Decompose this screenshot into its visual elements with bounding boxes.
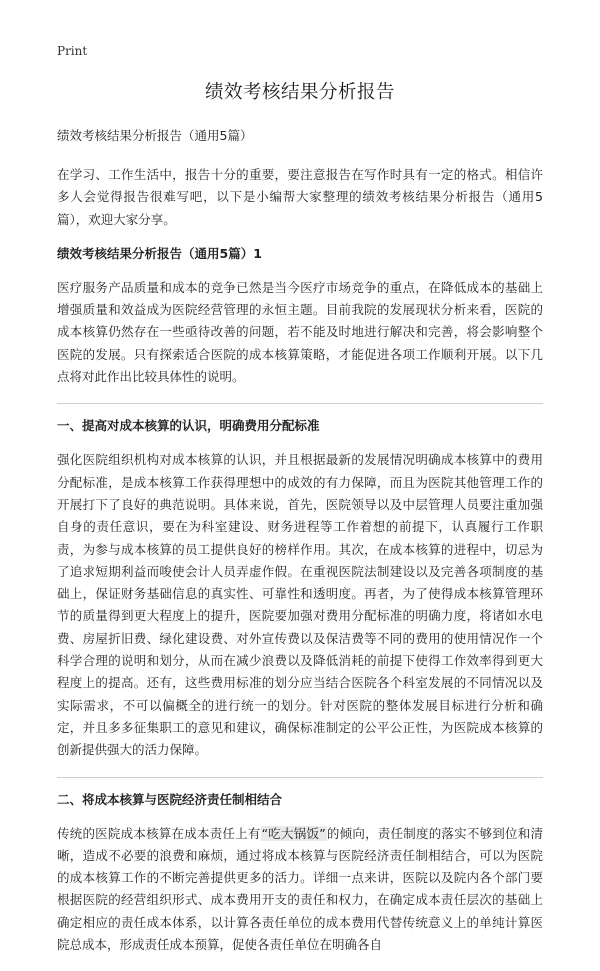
paragraph-3-text-a: 传统的医院成本核算在成本责任上有	[57, 825, 261, 841]
document	[57, 78, 543, 971]
section-2-heading: 二、将成本核算与医院经济责任制相结合	[57, 791, 283, 807]
article-heading: 绩效考核结果分析报告（通用5篇）1	[57, 245, 262, 261]
highlighted-phrase: “吃大锅饭”	[261, 825, 326, 841]
document-subtitle: 绩效考核结果分析报告（通用5篇）	[57, 128, 253, 143]
paragraph-3	[57, 823, 543, 957]
paragraph-3-text-b: 的倾向，责任制度的落实不够到位和清晰，造成不必要的浪费和麻烦，通过将成本核算与医院经济责任制相结合，可以为医院的成本核算工作的不断完善提供更多的活力。详细一点来讲，医院以及院内各个部门要根据医院的经营组织形式、成本费用开支的责任和权力，在确定成本责任层次的基础上确定相应的责任成本体系，以计算各责任单位的成本费用代替传统意义上的单纯计算医院总成本，形成责任成本预算，促使各责任单位在明确各自	[57, 825, 543, 953]
document-title: 绩效考核结果分析报告	[204, 82, 395, 103]
print-link[interactable]: Print	[57, 44, 88, 58]
section-divider	[57, 777, 543, 778]
section-divider	[57, 403, 543, 404]
paragraph-1: 医疗服务产品质量和成本的竞争已然是当今医疗市场竞争的重点，在降低成本的基础上增强质量和效益成为医院经营管理的永恒主题。目前我院的发展现状分析来看，医院的成本核算仍然存在一些亟待改善的问题，若不能及时地进行解决和完善，将会影响整个医院的发展。只有探索适合医院的成本核算策略，才能促进各项工作顺利开展。以下几点将对此作出比较具体性的说明。	[57, 279, 543, 385]
paragraph-2: 强化医院组织机构对成本核算的认识，并且根据最新的发展情况明确成本核算中的费用分配标准，是成本核算工作获得理想中的成效的有力保障，而且为医院其他管理工作的开展打下了良好的典范说明。具体来说，首先，医院领导以及中层管理人员要注重加强自身的责任意识，要在为科室建设、财务进程等工作着想的前提下，认真履行工作职责，为参与成本核算的员工提供良好的榜样作用。其次，在成本核算的进程中，切忌为了追求短期利益而唆使会计人员弄虚作假。在重视医院法制建设以及完善各项制度的基础上，保证财务基础信息的真实性、可靠性和透明度。再者，为了使得成本核算管理环节的质量得到更大程度上的提升，医院要加强对费用分配标准的明确力度，将诸如水电费、房屋折旧费、绿化建设费、对外宣传费以及保洁费等不同的费用的使用情况作一个科学合理的说明和划分，从而在减少浪费以及降低消耗的前提下使得工作效率得到更大程度上的提高。还有，这些费用标准的划分应当结合医院各个科室发展的不同情况以及实际需求，不可以偏概全的进行统一的划分。针对医院的整体发展目标进行分析和确定，并且多多征集职工的意见和建议，确保标准制定的公平公正性，为医院成本核算的创新提供强大的活力保障。	[57, 452, 543, 758]
intro-paragraph: 在学习、工作生活中，报告十分的重要，要注意报告在写作时具有一定的格式。相信许多人会觉得报告很难写吧，以下是小编帮大家整理的绩效考核结果分析报告（通用5篇），欢迎大家分享。	[57, 167, 543, 227]
section-1-heading: 一、提高对成本核算的认识，明确费用分配标准	[57, 418, 320, 434]
